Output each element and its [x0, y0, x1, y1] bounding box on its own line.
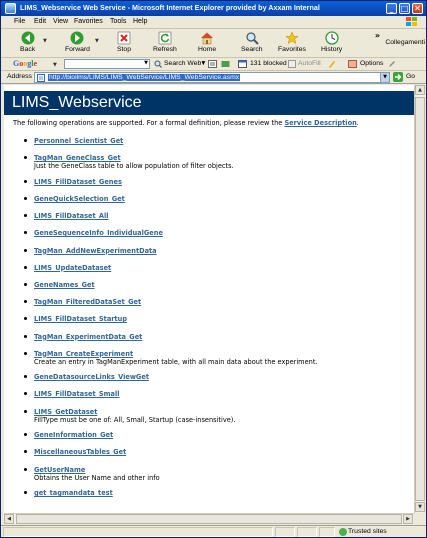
google-highlight-icon[interactable] [328, 60, 336, 70]
history-label: History [321, 46, 343, 53]
bullet-icon [24, 283, 27, 286]
history-button[interactable] [321, 31, 342, 53]
status-segment [297, 527, 317, 537]
page-title: LIMS_Webservice [12, 94, 142, 111]
menu-favorites[interactable]: Favorites [74, 18, 103, 25]
operation-description: FillType must be one of: All, Small, Startup (case-insensitive). [34, 415, 236, 424]
popup-blocked-count[interactable]: 131 blocked [250, 60, 287, 67]
address-input[interactable] [34, 72, 390, 83]
search-icon [245, 31, 259, 45]
options-button[interactable]: Options [360, 60, 384, 67]
pencil-icon[interactable] [388, 60, 396, 70]
intro-period: . [356, 119, 359, 127]
scroll-down-icon[interactable]: ▼ [415, 502, 425, 512]
operation-description: Just the GeneClass table to allow population of filter objects. [34, 162, 234, 171]
operation-link[interactable]: TagMan_CreateExperiment [34, 349, 134, 358]
bullet-icon [24, 300, 27, 303]
operation-link[interactable]: TagMan_ExperimentData_Get [34, 332, 143, 341]
operation-link[interactable]: get_tagmandata_test [34, 489, 113, 497]
back-dropdown-icon[interactable]: ▼ [43, 38, 47, 44]
bullet-icon [24, 410, 27, 413]
forward-dropdown-icon[interactable]: ▼ [95, 38, 99, 44]
operation-description: Create an entry in TagManExperiment table, with all main data about the experiment. [34, 357, 318, 366]
intro-text [13, 119, 359, 127]
autofill-icon[interactable] [288, 60, 296, 70]
operation-link[interactable]: TagMan_AddNewExperimentData [34, 246, 157, 255]
google-dropdown-icon[interactable]: ▼ [53, 62, 57, 68]
star-icon [285, 31, 299, 45]
operation-link[interactable]: GetUserName [34, 465, 86, 474]
operation-link[interactable]: MiscellaneousTables_Get [34, 448, 127, 457]
close-button[interactable]: ✕ [412, 3, 423, 14]
bullet-icon [24, 214, 27, 217]
refresh-icon [158, 31, 172, 45]
operation-link[interactable]: TagMan_GeneClass_Get [34, 154, 121, 163]
maximize-button[interactable]: □ [400, 4, 409, 13]
refresh-button[interactable] [153, 31, 177, 53]
bullet-icon [24, 266, 27, 269]
page-icon [37, 74, 45, 82]
service-description-link[interactable]: Service Description [284, 119, 357, 127]
ie-icon [5, 3, 16, 14]
google-search-input[interactable] [64, 59, 150, 69]
page-heading-banner [4, 91, 414, 115]
operation-link[interactable]: LIMS_UpdateDataset [34, 263, 112, 272]
menu-tools[interactable]: Tools [110, 18, 127, 25]
bullet-icon [24, 491, 27, 494]
search-label: Search [241, 46, 263, 53]
forward-arrow-icon [70, 31, 84, 45]
home-button[interactable] [198, 31, 216, 53]
back-label: Back [20, 46, 36, 53]
search-button[interactable] [241, 31, 263, 53]
operation-link[interactable]: LIMS_FillDataset_Genes [34, 177, 122, 186]
bullet-icon [24, 468, 27, 471]
bullet-icon [24, 352, 27, 355]
status-segment [319, 527, 335, 537]
bullet-icon [24, 156, 27, 159]
title-bar[interactable] [1, 1, 426, 16]
operation-link[interactable]: GeneSequenceInfo_IndividualGene [34, 229, 163, 238]
google-news-icon[interactable] [208, 60, 217, 70]
trusted-zone-icon [339, 528, 347, 536]
operation-link[interactable]: LIMS_FillDataset_Startup [34, 315, 128, 324]
popup-blocker-icon[interactable] [238, 60, 247, 70]
bullet-icon [24, 450, 27, 453]
bullet-icon [24, 392, 27, 395]
google-toolbar [1, 58, 426, 71]
security-zone-label: Trusted sites [348, 528, 387, 535]
address-bar [1, 71, 426, 84]
operation-link[interactable]: Personnel_Scientist_Get [34, 137, 124, 145]
main-toolbar [1, 29, 426, 58]
bullet-icon [24, 375, 27, 378]
google-search-web-button[interactable]: Search Web [164, 60, 202, 67]
windows-logo-icon [402, 16, 422, 28]
address-url[interactable]: http://bioilms/LIMS/LIMS_WebService/LIMS_WebService.asmx [49, 74, 240, 81]
go-button[interactable]: Go [406, 73, 416, 80]
stop-label: Stop [117, 46, 131, 53]
address-dropdown-icon[interactable]: ▼ [380, 73, 389, 82]
options-icon[interactable] [348, 60, 357, 70]
scroll-left-icon[interactable]: ◀ [4, 514, 14, 524]
back-button[interactable] [20, 31, 35, 53]
scroll-right-icon[interactable]: ▶ [403, 514, 413, 524]
operation-description: Obtains the User Name and other info [34, 473, 160, 482]
window-title: LIMS_Webservice Web Service - Microsoft Internet Explorer provided by Axxam Internal [20, 3, 320, 12]
operation-link[interactable]: GeneNames_Get [34, 280, 95, 289]
operation-link[interactable]: GeneDatasourceLinks_ViewGet [34, 373, 149, 382]
stop-icon [117, 31, 131, 45]
bullet-icon [24, 249, 27, 252]
minimize-button[interactable]: _ [386, 3, 397, 14]
bullet-icon [24, 317, 27, 320]
status-segment [275, 527, 295, 537]
forward-label: Forward [65, 46, 90, 53]
menu-view[interactable]: View [53, 18, 69, 25]
back-arrow-icon [21, 31, 35, 45]
horizontal-scrollbar[interactable] [4, 513, 414, 524]
go-arrow-icon[interactable] [393, 72, 403, 82]
history-icon [325, 31, 339, 45]
bullet-icon [24, 231, 27, 234]
menu-file[interactable]: File [14, 18, 26, 25]
horizontal-scroll-thumb[interactable] [16, 514, 402, 524]
toolbar-chevron-icon[interactable]: » [374, 31, 380, 40]
autofill-button[interactable]: AutoFill [298, 60, 321, 67]
home-icon [200, 31, 214, 45]
home-label: Home [198, 46, 217, 53]
links-button[interactable]: Collegamenti [385, 39, 425, 46]
operation-link[interactable]: TagMan_FilteredDataSet_Get [34, 298, 142, 307]
stop-button[interactable] [117, 31, 131, 53]
bullet-icon [24, 335, 27, 338]
refresh-label: Refresh [153, 46, 177, 53]
bullet-icon [24, 433, 27, 436]
bullet-icon [24, 139, 27, 142]
status-message-area [3, 527, 273, 537]
google-input-dropdown-icon[interactable]: ▼ [144, 60, 148, 66]
operation-link[interactable]: GeneQuickSelection_Get [34, 194, 125, 203]
operation-link[interactable]: LIMS_FillDataset_Small [34, 390, 120, 399]
bullet-icon [24, 197, 27, 200]
google-pagerank-icon[interactable] [221, 60, 230, 70]
favorites-button[interactable] [278, 31, 306, 53]
vertical-scrollbar[interactable] [414, 85, 425, 513]
google-search-web-icon[interactable] [154, 60, 162, 69]
operation-link[interactable]: GeneInformation_Get [34, 431, 114, 440]
intro-sentence: The following operations are supported. For a formal definition, please review the [13, 119, 285, 127]
menu-help[interactable]: Help [133, 18, 148, 25]
address-label: Address [7, 73, 32, 80]
favorites-label: Favorites [278, 46, 306, 53]
bullet-icon [24, 180, 27, 183]
operation-link[interactable]: LIMS_GetDataset [34, 407, 98, 416]
forward-button[interactable] [65, 31, 90, 53]
google-search-web-dropdown-icon[interactable]: ▼ [200, 60, 207, 67]
vertical-scroll-thumb[interactable] [415, 97, 425, 501]
page-content [4, 85, 414, 513]
operation-link[interactable]: LIMS_FillDataset_All [34, 212, 109, 221]
menu-edit[interactable]: Edit [34, 18, 47, 25]
scroll-up-icon[interactable]: ▲ [415, 85, 425, 95]
google-logo[interactable]: Google [13, 59, 38, 68]
menu-bar [1, 16, 426, 29]
status-bar [1, 525, 426, 538]
